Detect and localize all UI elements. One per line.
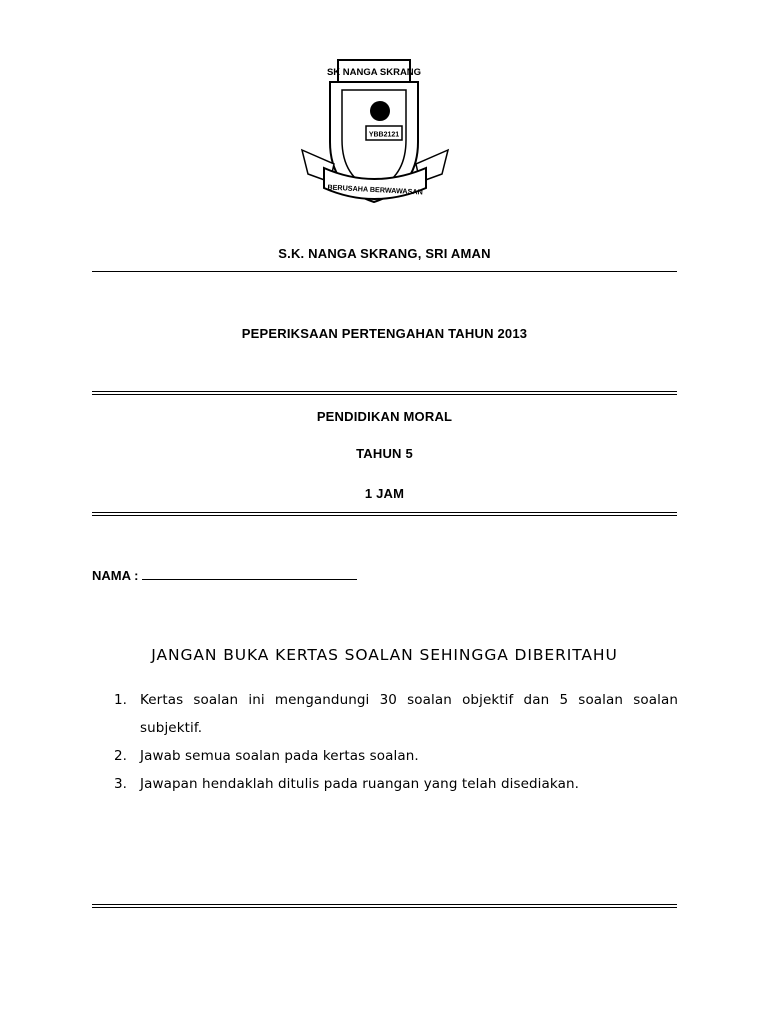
- instruction-item: [114, 770, 678, 798]
- year-label: TAHUN 5: [356, 446, 413, 461]
- instruction-number: 2.: [114, 748, 127, 764]
- divider-2: [92, 391, 677, 395]
- name-label: NAMA :: [92, 568, 139, 583]
- instruction-text: Kertas soalan ini mengandungi 30 soalan objektif dan 5 soalan soalan subjektif.: [140, 692, 678, 736]
- instructions-list: [114, 686, 678, 798]
- crest-top-text: SK NANGA SKRANG: [326, 67, 422, 78]
- divider-3: [92, 512, 677, 516]
- subject-title: PENDIDIKAN MORAL: [316, 409, 453, 424]
- instruction-item: [114, 686, 678, 742]
- crest-code: YBB2121: [368, 131, 400, 139]
- exam-title: PEPERIKSAAN PERTENGAHAN TAHUN 2013: [241, 326, 528, 341]
- instruction-item: [114, 742, 678, 770]
- crest-motto: BERUSAHA BERWAWASAN: [327, 182, 424, 197]
- instruction-number: 1.: [114, 692, 127, 708]
- name-field-row: [92, 568, 357, 583]
- warning-heading: JANGAN BUKA KERTAS SOALAN SEHINGGA DIBERITAHU: [151, 646, 618, 664]
- school-crest-logo: [300, 56, 450, 208]
- divider-bottom: [92, 904, 677, 908]
- instruction-text: Jawab semua soalan pada kertas soalan.: [140, 748, 419, 764]
- duration-label: 1 JAM: [364, 486, 405, 501]
- name-blank-line[interactable]: [142, 568, 357, 580]
- instruction-number: 3.: [114, 776, 127, 792]
- instruction-text: Jawapan hendaklah ditulis pada ruangan yang telah disediakan.: [140, 776, 580, 792]
- school-name: S.K. NANGA SKRANG, SRI AMAN: [278, 246, 491, 261]
- divider-1: [92, 271, 677, 272]
